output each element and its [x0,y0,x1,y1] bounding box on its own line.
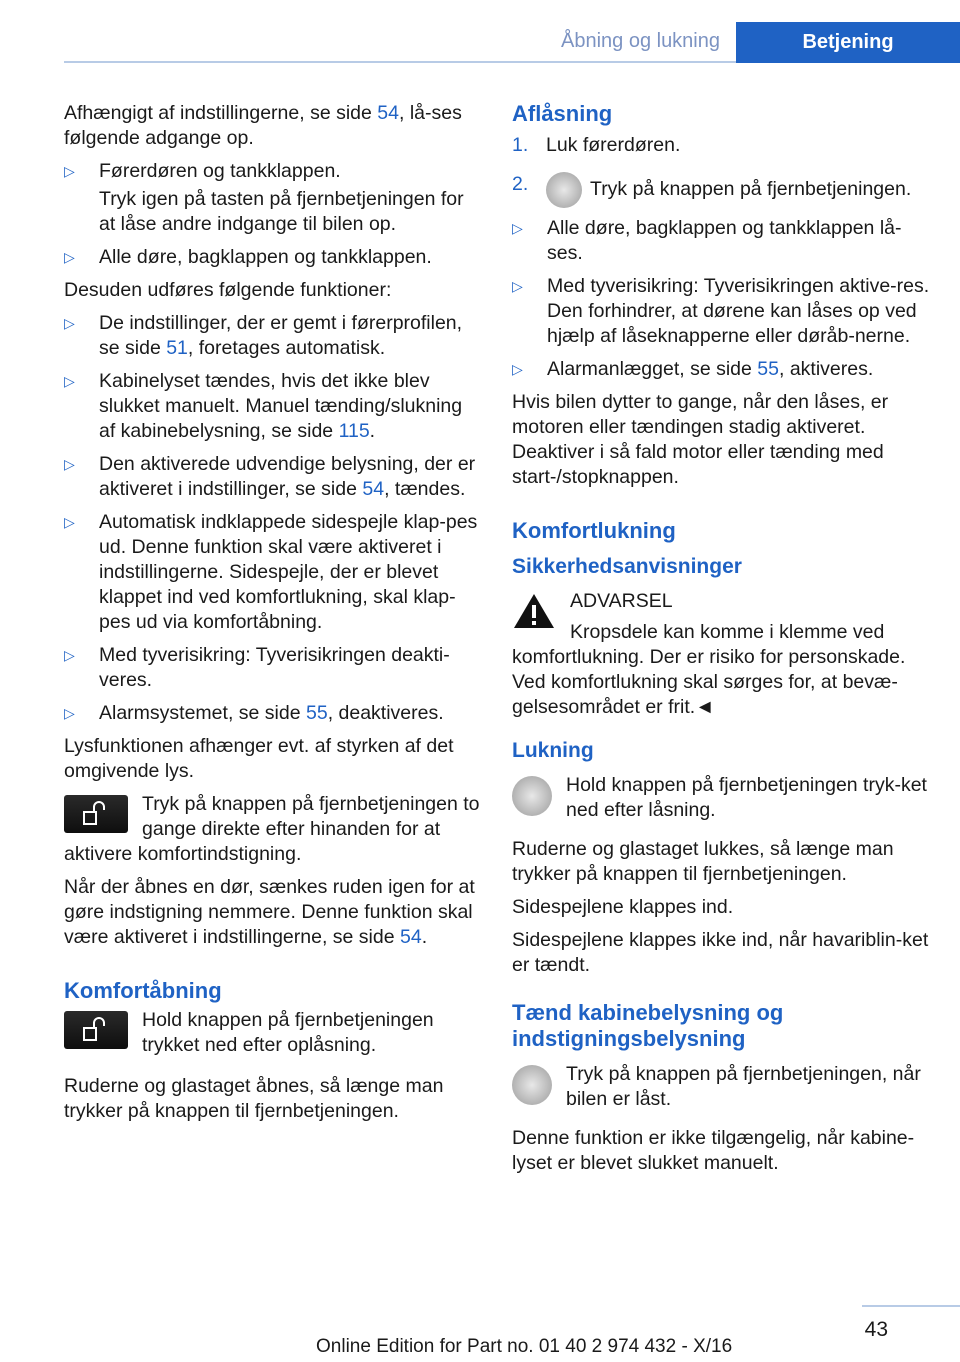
page-link[interactable]: 115 [338,420,370,442]
list-item: ▷ De indstillinger, der er gemt i førerprofilen, se side 51, foretages automatisk. [64,312,463,359]
heading-sikkerhed: Sikkerhedsanvisninger [512,555,742,578]
icon-note: Tryk på knappen på fjernbetjeningen to gange direkte efter hinanden for at aktivere komfortindstigning. [64,793,480,865]
page-link[interactable]: 55 [305,702,328,724]
footer-rule [862,1305,960,1307]
list-item: ▷ Alarmsystemet, se side 55, deaktiveres. [64,702,444,724]
page-link[interactable]: 54 [362,478,385,500]
list-item: ▷ Med tyverisikring: Tyverisikringen aktive‐res. Den forhindrer, at dørene kan låses op ved hjælp af låseknapperne eller døråb‐nerne. [512,275,930,347]
bmw-key-icon [512,776,552,816]
edition-footer: Online Edition for Part no. 01 40 2 974 432 - X/16 [316,1336,733,1357]
header-chapter-tab: Betjening [736,22,960,63]
paragraph: Denne funktion er ikke tilgængelig, når kabine‐lyset er blevet slukket manuelt. [512,1127,915,1174]
warning-label: ADVARSEL [570,590,673,612]
list-item: ▷ Med tyverisikring: Tyverisikringen deakti‐veres. [64,644,450,691]
page-link[interactable]: 55 [757,358,779,380]
heading-aflasning: Aflåsning [512,101,613,126]
list-item: ▷ Alle døre, bagklappen og tankklappen. [64,246,432,268]
paragraph: Sidespejlene klappes ikke ind, når havariblin‐ket er tændt. [512,929,929,976]
right-column [512,101,932,1184]
left-column [64,101,482,1132]
icon-note: Tryk på knappen på fjernbetjeningen, når bilen er låst. [512,1062,932,1112]
list-item: ▷ Alarmanlægget, se side 55, aktiveres. [512,358,874,380]
bullet-icon: ▷ [64,647,75,663]
bmw-key-icon [512,1065,552,1105]
bullet-icon: ▷ [512,361,523,377]
paragraph: Når der åbnes en dør, sænkes ruden igen for at gøre indstigning nemmere. Denne funktion skal være aktiveret i indstillingerne, se side 54. [64,876,475,948]
icon-note: Hold knappen på fjernbetjeningen tryk‐ket ned efter låsning. [512,773,932,823]
heading-komfortlukning: Komfortlukning [512,518,676,543]
paragraph: Ruderne og glastaget lukkes, så længe man trykker på knappen til fjernbetjeningen. [512,838,894,885]
bullet-icon: ▷ [64,514,75,530]
bullet-icon: ▷ [64,315,75,331]
bullet-icon: ▷ [64,373,75,389]
page-link[interactable]: 54 [377,102,399,124]
unlock-button-icon [64,1011,128,1049]
heading-lukning: Lukning [512,739,594,762]
bullet-icon: ▷ [64,163,75,179]
warning-note: ADVARSEL Kropsdele kan komme i klemme ved komfortlukning. Der er risiko for personskade. Ved komfortlukning skal sørges for, at bevæ‐gelsesområdet er frit.◄ [512,589,932,720]
bullet-icon: ▷ [64,456,75,472]
heading-taend: Tænd kabinebelysning og indstigningsbelysning [512,1000,784,1051]
bullet-icon: ▷ [512,278,523,294]
icon-note: Hold knappen på fjernbetjeningen trykket ned efter oplåsning. [64,1008,482,1058]
heading-komfortabning: Komfortåbning [64,978,222,1003]
page-link[interactable]: 54 [400,926,422,948]
paragraph: Hvis bilen dytter to gange, når den låses, er motoren eller tændingen stadig aktiveret. Deaktiver i så fald motor eller tænding med start-/stopknappen. [512,391,889,488]
list-item: ▷ Automatisk indklappede sidespejle klap‐pes ud. Denne funktion skal være aktiveret i indstillingerne. Sidespejle, der er blevet klappet ind ved komfortlukning, skal klap‐pes ud via komfortåbning. [64,511,478,633]
unlock-button-icon [64,795,128,833]
paragraph: Desuden udføres følgende funktioner: [64,279,392,301]
bullet-icon: ▷ [512,220,523,236]
list-item: ▷ Kabinelyset tændes, hvis det ikke blev slukket manuelt. Manuel tænding/slukning af kabinebelysning, se side 115. [64,370,463,442]
paragraph: Ruderne og glastaget åbnes, så længe man trykker på knappen til fjernbetjeningen. [64,1075,444,1122]
page-link[interactable]: 51 [166,337,188,359]
intro-paragraph: Afhængigt af indstillingerne, se side 54, lå‐ses følgende adgange op. [64,102,462,149]
list-item: ▷ Alle døre, bagklappen og tankklappen lå‐ses. [512,217,902,264]
page-number: 43 [864,1318,888,1341]
bullet-icon: ▷ [64,249,75,265]
numbered-item: 2. Tryk på knappen på fjernbetjeningen. [512,172,932,208]
bullet-icon: ▷ [64,705,75,721]
warning-triangle-icon [512,592,556,630]
paragraph: Lysfunktionen afhænger evt. af styrken af det omgivende lys. [64,735,454,782]
numbered-item: 1. Luk førerdøren. [512,134,681,156]
list-item: ▷ Førerdøren og tankklappen. Tryk igen på tasten på fjernbetjeningen for at låse andre indgange til bilen op. [64,160,464,235]
bmw-key-icon [546,172,582,208]
header-section: Åbning og lukning [560,30,720,52]
list-item: ▷ Den aktiverede udvendige belysning, der er aktiveret i indstillinger, se side 54, tændes. [64,453,476,500]
paragraph: Sidespejlene klappes ind. [512,896,734,918]
